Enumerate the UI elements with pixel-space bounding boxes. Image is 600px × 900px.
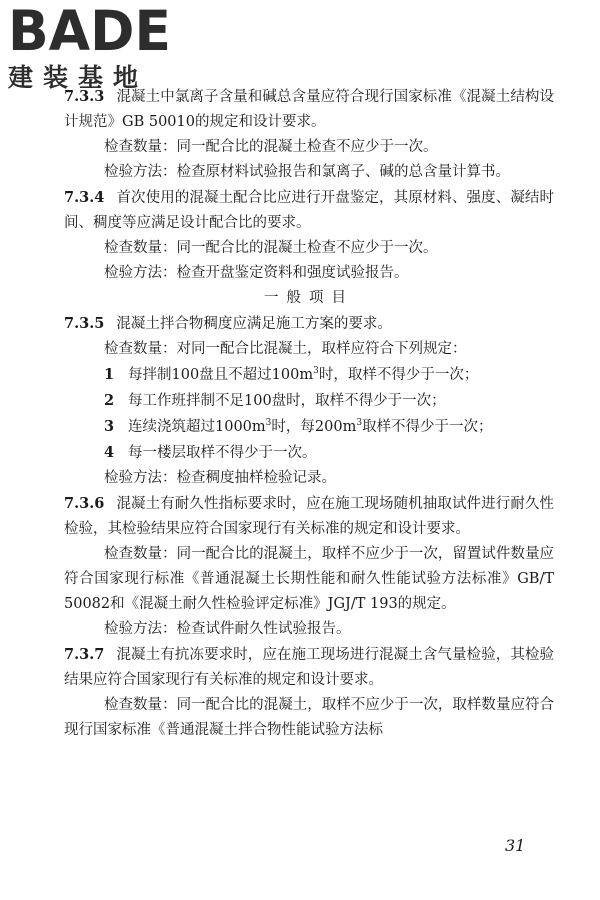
clause-text: 首次使用的混凝土配合比应进行开盘鉴定，其原材料、强度、凝结时间、稠度等应满足设计配合比的要求。 — [64, 190, 554, 231]
check-method: 检验方法：检查试件耐久性试验报告。 — [104, 621, 351, 637]
check-method: 检验方法：检查开盘鉴定资料和强度试验报告。 — [104, 265, 409, 281]
check-quantity: 检查数量：同一配合比的混凝土检查不应少于一次。 — [104, 139, 438, 155]
bade-logo — [8, 2, 173, 92]
list-item: 3 连续浇筑超过$1000m^3$时，每$200m^3$取样不得少于一次； — [64, 414, 554, 440]
check-quantity: 检查数量：对同一配合比混凝土，取样应符合下列规定： — [104, 341, 467, 357]
document-body — [64, 84, 554, 743]
clause-number: 7.3.3 — [64, 88, 105, 105]
clause-7-3-7 — [64, 642, 554, 693]
list-item: 2 每工作班拌制不足100盘时，取样不得少于一次； — [64, 388, 554, 414]
list-item: 4 每一楼层取样不得少于一次。 — [64, 440, 554, 466]
list-item: 1 每拌制100盘且不超过$100m^3$时，取样不得少于一次； — [64, 362, 554, 388]
page-number: 31 — [505, 836, 526, 855]
item-number: 1 — [104, 366, 115, 383]
clause-number: 7.3.7 — [64, 646, 105, 663]
clause-7-3-3 — [64, 84, 554, 135]
logo-wordmark — [8, 2, 173, 58]
check-method: 检验方法：检查稠度抽样检验记录。 — [104, 470, 336, 486]
check-quantity: 检查数量：同一配合比的混凝土，取样不应少于一次，取样数量应符合现行国家标准《普通混凝土拌合物性能试验方法标 — [64, 697, 554, 738]
item-number: 4 — [104, 444, 115, 461]
clause-7-3-5 — [64, 311, 554, 337]
clause-text: 混凝土拌合物稠度应满足施工方案的要求。 — [116, 316, 392, 332]
check-quantity: 检查数量：同一配合比的混凝土，取样不应少于一次，留置试件数量应符合国家现行标准《普通混凝土长期性能和耐久性能试验方法标准》GB/T 50082和《混凝土耐久性检验评定标准》JGJ/T 193的规定。 — [64, 546, 554, 612]
clause-text: 混凝土有耐久性指标要求时，应在施工现场随机抽取试件进行耐久性检验，其检验结果应符合国家现行有关标准的规定和设计要求。 — [64, 496, 554, 537]
clause-number: 7.3.5 — [64, 315, 105, 332]
clause-number: 7.3.6 — [64, 495, 105, 512]
clause-number: 7.3.4 — [64, 189, 105, 206]
clause-7-3-4 — [64, 185, 554, 236]
subsection-title: 一般项目 — [264, 290, 354, 306]
check-quantity: 检查数量：同一配合比的混凝土检查不应少于一次。 — [104, 240, 438, 256]
item-number: 3 — [104, 418, 115, 435]
clause-text: 混凝土中氯离子含量和碱总含量应符合现行国家标准《混凝土结构设计规范》GB 50010的规定和设计要求。 — [64, 89, 554, 130]
clause-text: 混凝土有抗冻要求时，应在施工现场进行混凝土含气量检验，其检验结果应符合国家现行有关标准的规定和设计要求。 — [64, 647, 554, 688]
clause-7-3-6 — [64, 491, 554, 542]
logo-subtitle: 建装基地 — [8, 63, 149, 92]
check-method: 检验方法：检查原材料试验报告和氯离子、碱的总含量计算书。 — [104, 164, 510, 180]
item-number: 2 — [104, 392, 115, 409]
logo-text: BADE — [8, 2, 171, 58]
